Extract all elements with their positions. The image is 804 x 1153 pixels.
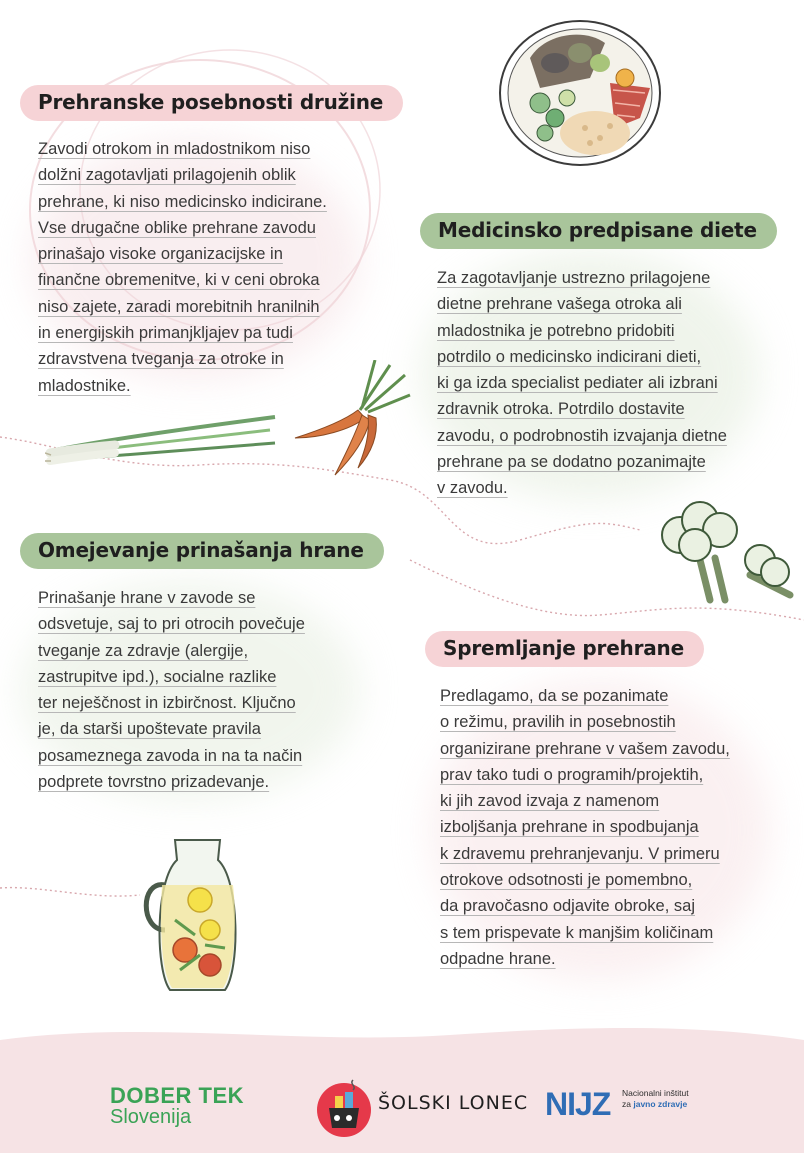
section-heading-family: Prehranske posebnosti družine	[20, 85, 403, 121]
nijz-name-prefix: za	[622, 1099, 631, 1109]
text-line: s tem prispevate k manjšim količinam	[440, 923, 714, 942]
text-line: zavodu, o podrobnostih izvajanja dietne	[437, 426, 727, 445]
text-line: ki jih zavod izvaja z namenom	[440, 792, 660, 811]
section-text-medical	[437, 265, 727, 502]
text-line: o režimu, pravilih in posebnostih	[440, 713, 676, 732]
text-line: zastrupitve ipd.), socialne razlike	[38, 667, 277, 686]
dober-tek-title: DOBER TEK	[110, 1083, 245, 1108]
section-text-limiting	[38, 585, 305, 795]
solski-lonec-pot-icon	[315, 1072, 373, 1140]
salad-bowl-icon	[495, 18, 665, 168]
text-line: da pravočasno odjavite obroke, saj	[440, 897, 695, 916]
text-line: prehrane pa se dodatno pozanimajte	[437, 453, 706, 472]
lemonade-jug-icon	[140, 830, 250, 1000]
section-heading-limiting: Omejevanje prinašanja hrane	[20, 533, 384, 569]
text-line: potrdilo o medicinsko indicirani dieti,	[437, 347, 702, 366]
text-line: mladostnika je potrebno pridobiti	[437, 321, 675, 340]
text-line: odpadne hrane.	[440, 949, 556, 968]
nijz-full-name	[622, 1088, 689, 1110]
text-line: prinašajo visoke organizacijske in	[38, 245, 283, 264]
text-line: prav tako tudi o programih/projektih,	[440, 765, 704, 784]
nijz-logo: NIJZ	[545, 1086, 611, 1122]
text-line: prehrane, ki niso medicinsko indicirane.	[38, 192, 327, 211]
text-line: ter neješčnost in izbirčnost. Ključno	[38, 694, 296, 713]
text-line: ki ga izda specialist pediater ali izbrani	[437, 374, 718, 393]
nijz-name-bold: javno zdravje	[633, 1099, 688, 1109]
carrots-icon	[290, 360, 420, 480]
section-text-family	[38, 136, 327, 399]
text-line: in energijskih primanjkljajev pa tudi	[38, 324, 293, 343]
text-line: Vse drugačne oblike prehrane zavodu	[38, 218, 316, 237]
dober-tek-subtitle: Slovenija	[110, 1106, 192, 1128]
text-line: podprete tovrstno prizadevanje.	[38, 773, 270, 792]
text-line: posameznega zavoda in na ta način	[38, 746, 303, 765]
text-line: dietne prehrane vašega otroka ali	[437, 295, 682, 314]
text-line: v zavodu.	[437, 479, 508, 498]
text-line: otrokove odsotnosti je pomembno,	[440, 871, 693, 890]
text-line: odsvetuje, saj to pri otrocih povečuje	[38, 615, 305, 634]
section-heading-medical: Medicinsko predpisane diete	[420, 213, 777, 249]
text-line: zdravstvena tveganja za otroke in	[38, 350, 284, 369]
spring-onion-icon	[45, 395, 285, 475]
text-line: finančne obremenitve, ki v ceni obroka	[38, 271, 320, 290]
text-line: zdravnik otroka. Potrdilo dostavite	[437, 400, 685, 419]
text-line: Predlagamo, da se pozanimate	[440, 687, 669, 705]
text-line: tveganje za zdravje (alergije,	[38, 641, 249, 660]
section-text-monitoring	[440, 683, 730, 972]
text-line: organizirane prehrane v vašem zavodu,	[440, 739, 730, 758]
nijz-name-line1: Nacionalni inštitut	[622, 1088, 689, 1098]
text-line: k zdravemu prehranjevanju. V primeru	[440, 844, 720, 863]
text-line: mladostnike.	[38, 376, 131, 395]
text-line: Za zagotavljanje ustrezno prilagojene	[437, 269, 711, 287]
broccoli-icon	[655, 500, 795, 610]
nijz-name-line2	[622, 1099, 689, 1110]
text-line: je, da starši upoštevate pravila	[38, 720, 261, 739]
text-line: Zavodi otrokom in mladostnikom niso	[38, 140, 311, 158]
section-heading-monitoring: Spremljanje prehrane	[425, 631, 704, 667]
dober-tek-logo	[110, 1083, 270, 1129]
text-line: izboljšanja prehrane in spodbujanja	[440, 818, 699, 837]
solski-lonec-title: ŠOLSKI LONEC	[378, 1092, 529, 1114]
text-line: Prinašanje hrane v zavode se	[38, 589, 256, 607]
text-line: niso zajete, zaradi morebitnih hranilnih	[38, 297, 320, 316]
text-line: dolžni zagotavljati prilagojenih oblik	[38, 166, 296, 185]
